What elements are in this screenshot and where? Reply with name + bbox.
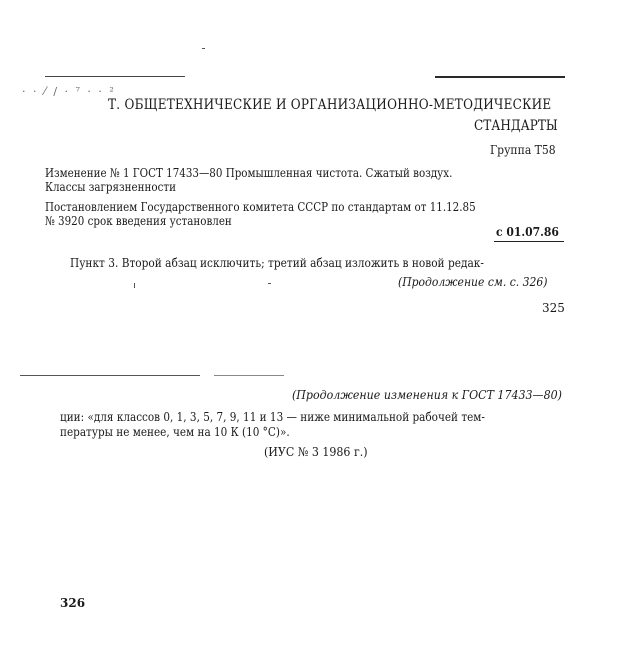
- body-line2: пературы не менее, чем на 10 К (10 °С)».: [60, 425, 290, 439]
- continuation-header: (Продолжение изменения к ГОСТ 17433—80): [292, 388, 562, 402]
- body-line1: ции: «для классов 0, 1, 3, 5, 7, 9, 11 и 13 — ниже минимальной рабочей тем-: [60, 410, 485, 424]
- decree-line1: Постановлением Государственного комитета СССР по стандартам от 11.12.85: [45, 200, 476, 214]
- group-code: Группа Т58: [490, 143, 556, 157]
- continued-note: (Продолжение см. с. 326): [398, 275, 548, 289]
- section-title-line1: Т. ОБЩЕТЕХНИЧЕСКИЕ И ОРГАНИЗАЦИОННО-МЕТОДИЧЕСКИЕ: [108, 97, 552, 113]
- scan-speck: [202, 48, 205, 49]
- clause-text: Пункт 3. Второй абзац исключить; третий абзац изложить в новой редак-: [70, 256, 484, 270]
- decree-line2: № 3920 срок введения установлен: [45, 214, 232, 228]
- change-title-line2: Классы загрязненности: [45, 180, 177, 194]
- scan-speck: [134, 283, 135, 288]
- page-number-325: 325: [542, 301, 565, 315]
- change-title-line1: Изменение № 1 ГОСТ 17433—80 Промышленная чистота. Сжатый воздух.: [45, 166, 453, 180]
- page-number-326: 326: [60, 596, 86, 610]
- section-title-line2: СТАНДАРТЫ: [474, 118, 558, 134]
- scan-speck: [268, 283, 271, 284]
- top-right-rule: [435, 76, 565, 78]
- source-note: (ИУС № 3 1986 г.): [264, 445, 368, 459]
- mid-left-rule: [20, 375, 200, 376]
- header-left-marks: · · ⁄ ∕ · ⁷ · · ²: [22, 85, 116, 98]
- top-left-rule: [45, 76, 185, 77]
- effective-date-underline: [494, 241, 564, 242]
- mid-right-rule: [214, 375, 284, 376]
- effective-date: с 01.07.86: [496, 225, 559, 239]
